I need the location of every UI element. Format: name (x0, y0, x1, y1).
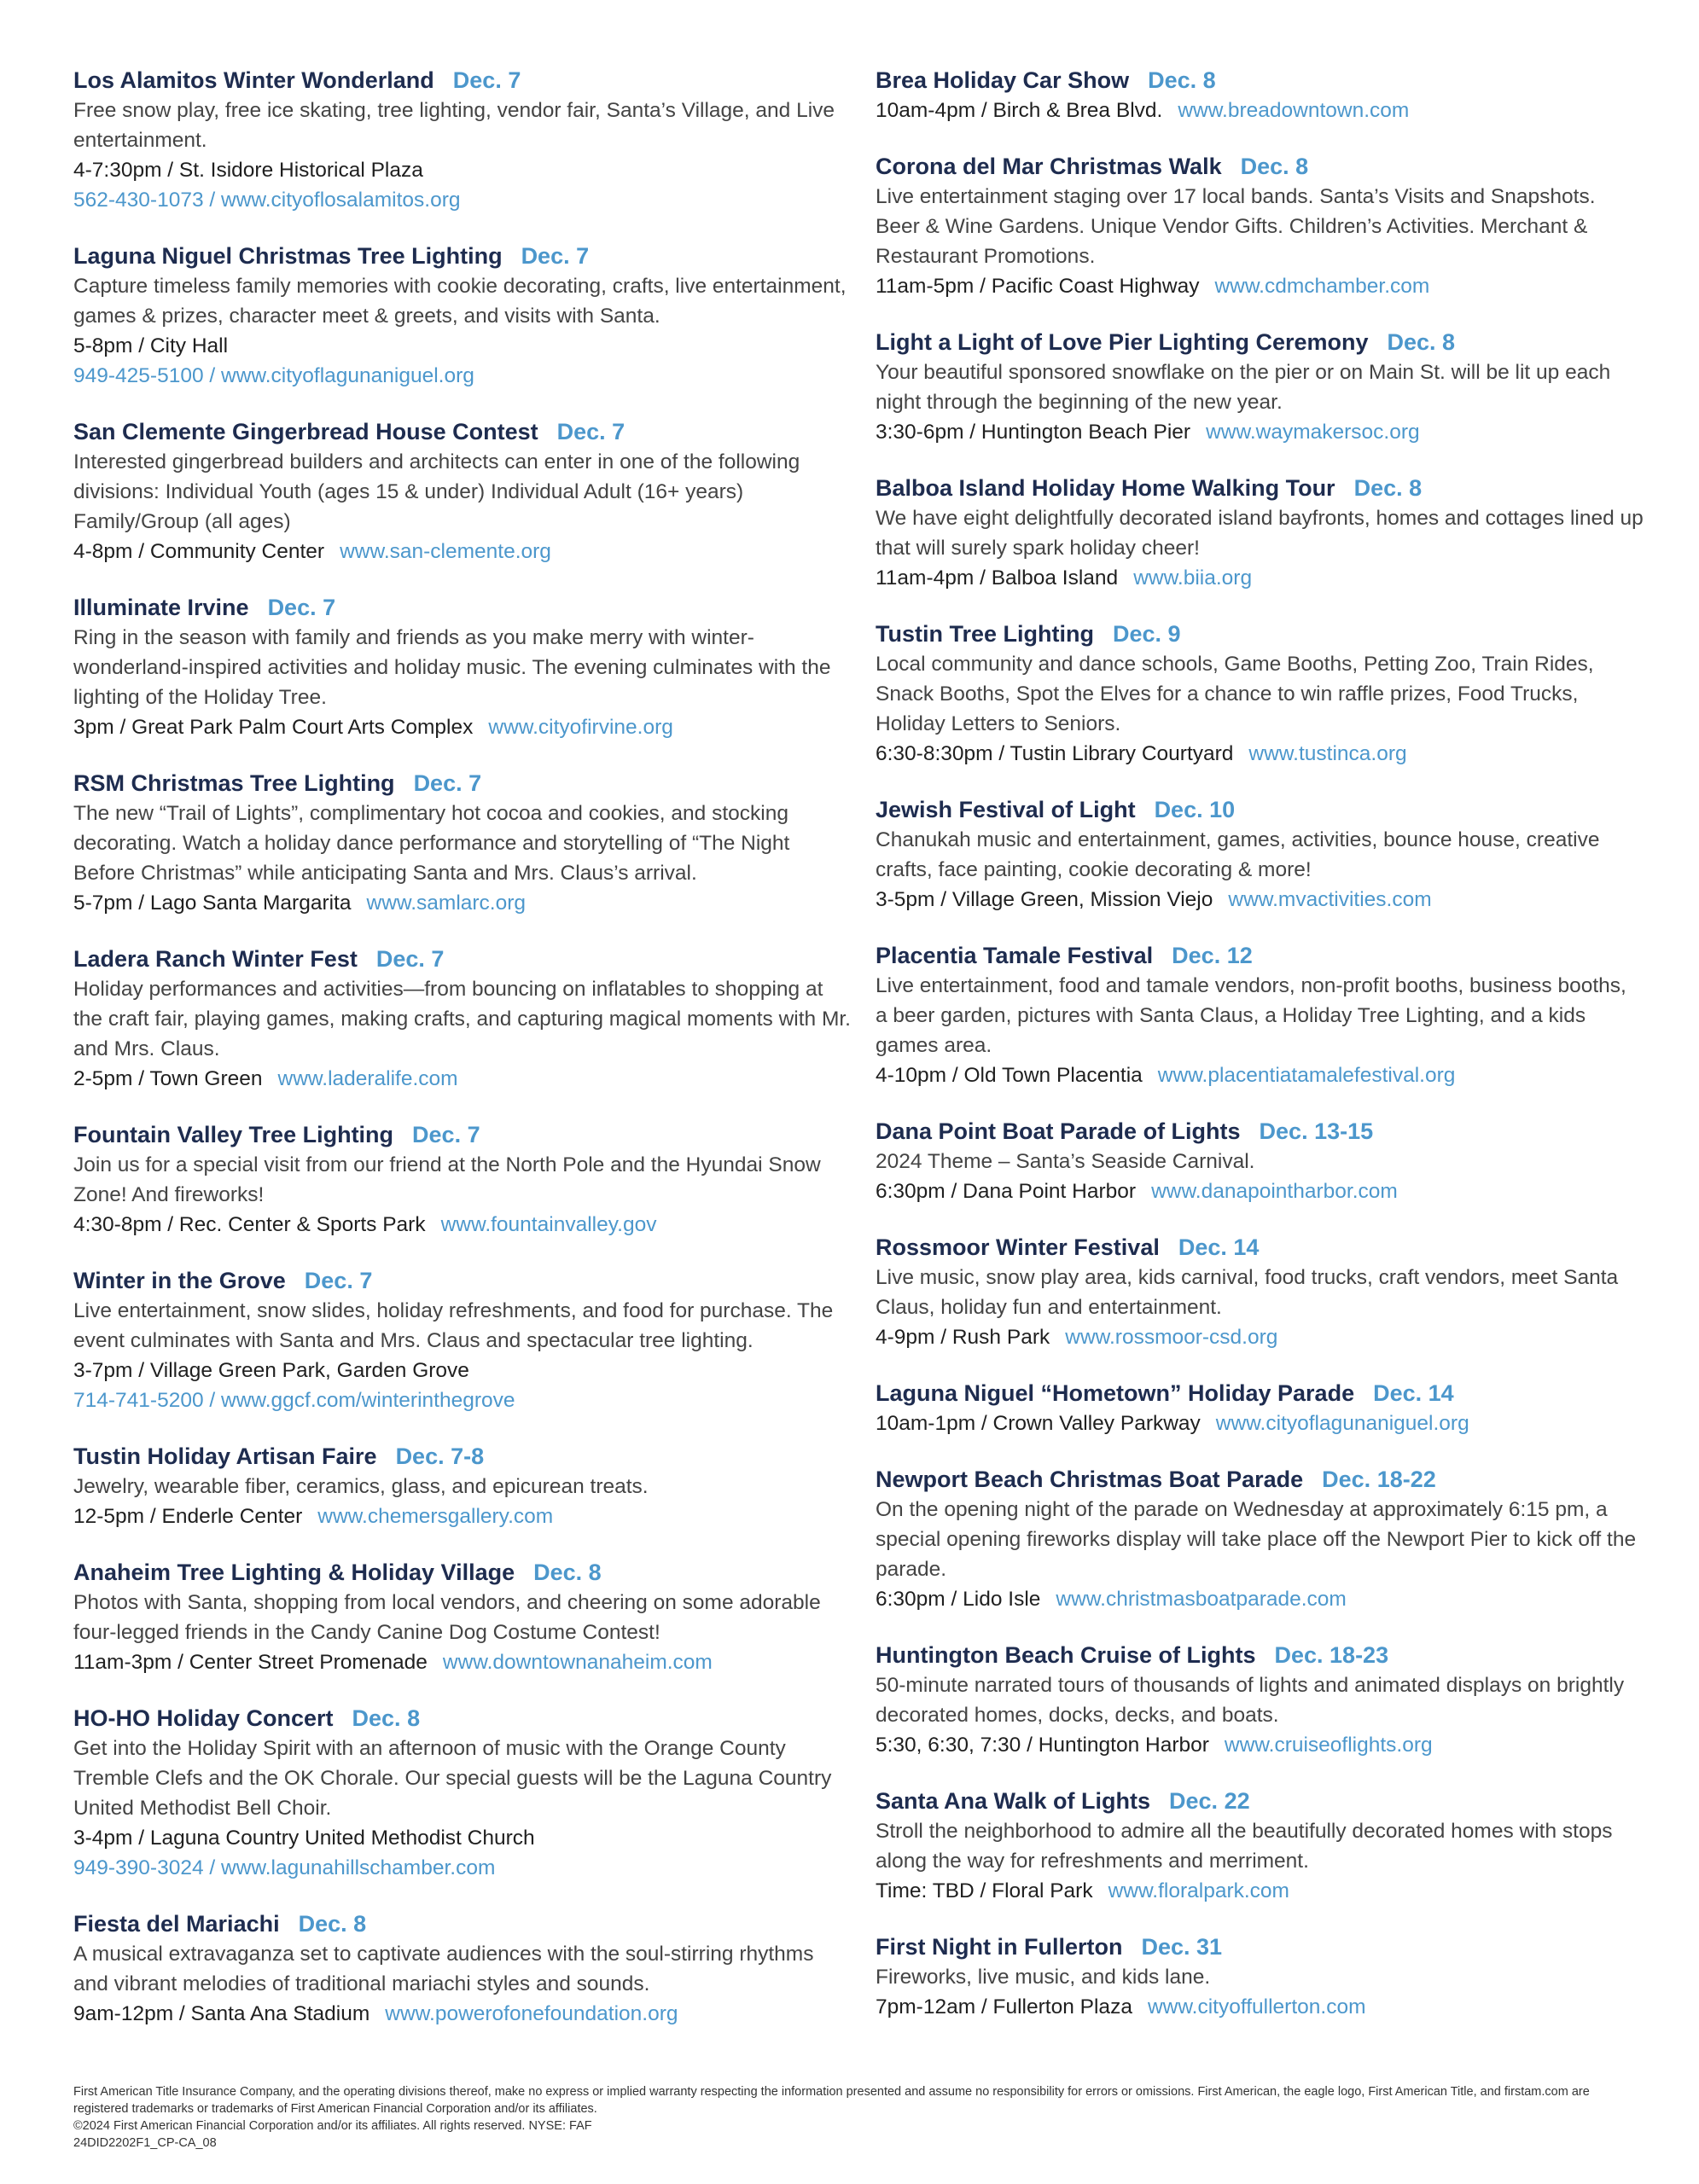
event-block (73, 241, 852, 391)
event-date: Dec. 8 (298, 1911, 367, 1937)
event-link[interactable]: www.chemersgallery.com (317, 1505, 554, 1528)
event-block (876, 473, 1644, 593)
event-title: Illuminate Irvine (73, 595, 249, 620)
event-description: Free snow play, free ice skating, tree lighting, vendor fair, Santa’s Village, and Live entertainment. (73, 99, 835, 152)
event-description: Stroll the neighborhood to admire all the beautifully decorated homes with stops along the way for refreshments and merriment. (876, 1820, 1613, 1873)
event-block (73, 1703, 852, 1883)
footer-code: 24DID2202F1_CP-CA_08 (73, 2136, 217, 2150)
event-link[interactable]: www.fountainvalley.gov (440, 1213, 657, 1236)
event-heading (73, 1908, 852, 1939)
event-time-location (73, 1999, 852, 2029)
event-link[interactable]: www.cityofirvine.org (488, 716, 673, 739)
event-heading (73, 1265, 852, 1296)
event-contact[interactable]: 949-425-5100 / www.cityoflagunaniguel.org (73, 364, 474, 387)
event-date: Dec. 8 (1148, 67, 1216, 93)
event-heading (876, 1464, 1644, 1495)
event-heading (73, 1119, 852, 1150)
event-date: Dec. 7 (413, 770, 482, 796)
event-when: 5-8pm / City Hall (73, 334, 229, 357)
event-date: Dec. 22 (1169, 1788, 1250, 1814)
event-when: 11am-3pm / Center Street Promenade (73, 1651, 428, 1674)
event-time-location (876, 1409, 1644, 1438)
event-contact[interactable]: 562-430-1073 / www.cityoflosalamitos.org (73, 189, 461, 212)
event-block (876, 1786, 1644, 1906)
event-title: Placentia Tamale Festival (876, 943, 1154, 968)
event-block (876, 151, 1644, 301)
event-heading (876, 473, 1644, 503)
event-description: Jewelry, wearable fiber, ceramics, glass, and epicurean treats. (73, 1475, 649, 1498)
event-heading (876, 65, 1644, 96)
event-description: Holiday performances and activities—from bouncing on inflatables to shopping at the craft fair, playing games, making crafts, and capturing magical moments with Mr. and Mrs. Claus. (73, 978, 851, 1060)
event-description: Your beautiful sponsored snowflake on the pier or on Main St. will be lit up each night through the beginning of the new year. (876, 361, 1611, 414)
event-time-location (876, 417, 1644, 447)
event-time-location (876, 1060, 1644, 1090)
event-when: 11am-5pm / Pacific Coast Highway (876, 275, 1200, 298)
event-title: Fiesta del Mariachi (73, 1911, 280, 1937)
event-link[interactable]: www.san-clemente.org (340, 540, 551, 563)
event-block (876, 940, 1644, 1090)
events-column-right (876, 65, 1644, 2048)
event-date: Dec. 7 (521, 243, 590, 269)
event-description: Interested gingerbread builders and architects can enter in one of the following divisions: Individual Youth (ages 15 & under) Individual Adult (16+ years) Family/Group (all ages) (73, 450, 800, 533)
event-link[interactable]: www.christmasboatparade.com (1056, 1588, 1347, 1611)
event-time-location (73, 1064, 852, 1094)
event-time-location (876, 739, 1644, 769)
event-description: Local community and dance schools, Game Booths, Petting Zoo, Train Rides, Snack Booths, Spot the Elves for a chance to win raffle prizes, Food Trucks, Holiday Letters to Seniors. (876, 653, 1594, 735)
event-title: Brea Holiday Car Show (876, 67, 1130, 93)
event-block (876, 794, 1644, 915)
event-when: 4:30-8pm / Rec. Center & Sports Park (73, 1213, 426, 1236)
event-date: Dec. 31 (1141, 1934, 1223, 1960)
event-date: Dec. 8 (1240, 154, 1309, 179)
event-link[interactable]: www.cityoflagunaniguel.org (1215, 1412, 1469, 1435)
event-description: Fireworks, live music, and kids lane. (876, 1966, 1211, 1989)
event-heading (876, 1786, 1644, 1816)
event-time-location (73, 155, 852, 185)
event-block (73, 1265, 852, 1415)
event-when: 5-7pm / Lago Santa Margarita (73, 892, 352, 915)
event-link[interactable]: www.biia.org (1133, 566, 1253, 590)
event-when: 3-4pm / Laguna Country United Methodist Church (73, 1827, 535, 1850)
event-block (876, 1232, 1644, 1352)
event-date: Dec. 8 (1387, 329, 1456, 355)
event-when: 4-10pm / Old Town Placentia (876, 1064, 1143, 1087)
event-time-location (73, 331, 852, 361)
event-when: 11am-4pm / Balboa Island (876, 566, 1119, 590)
event-title: Ladera Ranch Winter Fest (73, 946, 358, 972)
event-date: Dec. 7 (375, 946, 445, 972)
events-column-left (73, 65, 852, 2054)
event-link[interactable]: www.breadowntown.com (1178, 99, 1410, 122)
event-link[interactable]: www.cityoffullerton.com (1147, 1995, 1366, 2018)
event-time-location (876, 96, 1644, 125)
event-description: 50-minute narrated tours of thousands of lights and animated displays on brightly decorated homes, docks, decks, and boats. (876, 1674, 1625, 1727)
event-block (73, 65, 852, 215)
event-description: We have eight delightfully decorated island bayfronts, homes and cottages lined up that will surely spark holiday cheer! (876, 507, 1644, 560)
event-heading (876, 794, 1644, 825)
event-block (876, 1464, 1644, 1614)
event-title: San Clemente Gingerbread House Contest (73, 419, 538, 444)
event-heading (876, 151, 1644, 182)
event-time-location (73, 1210, 852, 1240)
event-block (73, 944, 852, 1094)
event-title: Dana Point Boat Parade of Lights (876, 1118, 1241, 1144)
event-block (73, 592, 852, 742)
event-title: Rossmoor Winter Festival (876, 1234, 1160, 1260)
event-title: Newport Beach Christmas Boat Parade (876, 1467, 1304, 1492)
event-title: Jewish Festival of Light (876, 797, 1136, 822)
event-link[interactable]: www.tustinca.org (1248, 742, 1407, 765)
event-date: Dec. 13-15 (1259, 1118, 1374, 1144)
event-title: Anaheim Tree Lighting & Holiday Village (73, 1560, 515, 1585)
event-date: Dec. 8 (533, 1560, 602, 1585)
event-time-location (876, 1730, 1644, 1760)
event-title: Huntington Beach Cruise of Lights (876, 1642, 1256, 1668)
event-title: Laguna Niguel Christmas Tree Lighting (73, 243, 503, 269)
event-time-location (876, 1322, 1644, 1352)
event-link[interactable]: www.powerofonefoundation.org (385, 2002, 678, 2025)
event-contact[interactable]: 949-390-3024 / www.lagunahillschamber.com (73, 1856, 496, 1879)
event-contact[interactable]: 714-741-5200 / www.ggcf.com/winterinthegrove (73, 1389, 515, 1412)
event-title: Tustin Tree Lighting (876, 621, 1094, 647)
event-description: A musical extravaganza set to captivate audiences with the soul-stirring rhythms and vibrant melodies of traditional mariachi styles and sounds. (73, 1943, 814, 1995)
event-when: 3pm / Great Park Palm Court Arts Complex (73, 716, 474, 739)
event-title: First Night in Fullerton (876, 1934, 1123, 1960)
event-date: Dec. 9 (1113, 621, 1181, 647)
event-description: Live entertainment, food and tamale vendors, non-profit booths, business booths, a beer garden, pictures with Santa Claus, a Holiday Tree Lighting, and a kids games area. (876, 974, 1626, 1057)
event-when: 9am-12pm / Santa Ana Stadium (73, 2002, 370, 2025)
footer-copyright: ©2024 First American Financial Corporation and/or its affiliates. All rights reserved. NYSE: FAF (73, 2119, 592, 2133)
event-heading (73, 65, 852, 96)
event-link[interactable]: www.rossmoor-csd.org (1065, 1326, 1278, 1349)
event-block (876, 1116, 1644, 1206)
event-when: 4-8pm / Community Center (73, 540, 325, 563)
event-time-location (876, 563, 1644, 593)
event-date: Dec. 7 (304, 1268, 373, 1293)
event-when: 12-5pm / Enderle Center (73, 1505, 303, 1528)
event-block (73, 1557, 852, 1677)
event-time-location (73, 888, 852, 918)
event-date: Dec. 10 (1154, 797, 1236, 822)
event-when: 3-7pm / Village Green Park, Garden Grove (73, 1359, 469, 1382)
event-time-location (876, 1176, 1644, 1206)
event-block (73, 768, 852, 918)
event-heading (73, 944, 852, 974)
event-date: Dec. 14 (1178, 1234, 1260, 1260)
event-description: Photos with Santa, shopping from local vendors, and cheering on some adorable four-legged friends in the Candy Canine Dog Costume Contest! (73, 1591, 821, 1644)
event-description: On the opening night of the parade on Wednesday at approximately 6:15 pm, a special opening fireworks display will take place off the Newport Pier to kick off the parade. (876, 1498, 1637, 1581)
event-description: Ring in the season with family and friends as you make merry with winter-wonderland-inspired activities and holiday music. The evening culminates with the lighting of the Holiday Tree. (73, 626, 831, 709)
event-date: Dec. 8 (352, 1705, 421, 1731)
event-when: 4-9pm / Rush Park (876, 1326, 1050, 1349)
event-description: 2024 Theme – Santa’s Seaside Carnival. (876, 1150, 1255, 1173)
event-description: Capture timeless family memories with cookie decorating, crafts, live entertainment, games & prizes, character meet & greets, and visits with Santa. (73, 275, 847, 328)
event-when: 3-5pm / Village Green, Mission Viejo (876, 888, 1213, 911)
event-heading (73, 1557, 852, 1588)
event-title: Laguna Niguel “Hometown” Holiday Parade (876, 1380, 1355, 1406)
event-link[interactable]: www.danapointharbor.com (1151, 1180, 1398, 1203)
event-title: Winter in the Grove (73, 1268, 286, 1293)
event-heading (73, 768, 852, 799)
event-title: Balboa Island Holiday Home Walking Tour (876, 475, 1335, 501)
event-time-location (73, 1356, 852, 1385)
event-link[interactable]: www.mvactivities.com (1228, 888, 1432, 911)
event-link[interactable]: www.samlarc.org (366, 892, 527, 915)
event-title: Santa Ana Walk of Lights (876, 1788, 1151, 1814)
event-heading (73, 592, 852, 623)
event-link[interactable]: www.laderalife.com (277, 1067, 458, 1090)
event-date: Dec. 7 (267, 595, 336, 620)
event-description: Live entertainment staging over 17 local bands. Santa’s Visits and Snapshots. Beer & Wine Gardens. Unique Vendor Gifts. Children’s Activities. Merchant & Restaurant Promotions. (876, 185, 1596, 268)
event-when: 2-5pm / Town Green (73, 1067, 263, 1090)
event-heading (876, 327, 1644, 357)
event-title: Tustin Holiday Artisan Faire (73, 1443, 377, 1469)
event-block (876, 1640, 1644, 1760)
event-when: 10am-4pm / Birch & Brea Blvd. (876, 99, 1163, 122)
event-link[interactable]: www.placentiatamalefestival.org (1157, 1064, 1456, 1087)
event-time-location (73, 1647, 852, 1677)
event-block (73, 1119, 852, 1240)
event-date: Dec. 14 (1373, 1380, 1454, 1406)
event-time-location (876, 271, 1644, 301)
event-link[interactable]: www.waymakersoc.org (1206, 421, 1420, 444)
event-block (876, 1931, 1644, 2022)
event-link[interactable]: www.cdmchamber.com (1214, 275, 1430, 298)
event-description: The new “Trail of Lights”, complimentary hot cocoa and cookies, and stocking decorating. Watch a holiday dance performance and storytelling of “The Night Before Christmas” while anticipating Santa and Mrs. Claus’s arrival. (73, 802, 790, 885)
event-description: Live music, snow play area, kids carnival, food trucks, craft vendors, meet Santa Claus, holiday fun and entertainment. (876, 1266, 1619, 1319)
event-description: Join us for a special visit from our friend at the North Pole and the Hyundai Snow Zone! And fireworks! (73, 1153, 821, 1206)
event-date: Dec. 7 (556, 419, 625, 444)
event-link[interactable]: www.cruiseoflights.org (1224, 1734, 1433, 1757)
event-description: Get into the Holiday Spirit with an afternoon of music with the Orange County Tremble Clefs and the OK Chorale. Our special guests will be the Laguna Country United Methodist Bell Choir. (73, 1737, 832, 1820)
event-block (876, 65, 1644, 125)
event-title: Los Alamitos Winter Wonderland (73, 67, 434, 93)
event-heading (876, 1378, 1644, 1409)
event-block (876, 619, 1644, 769)
event-date: Dec. 8 (1353, 475, 1423, 501)
event-title: Corona del Mar Christmas Walk (876, 154, 1222, 179)
event-when: 6:30-8:30pm / Tustin Library Courtyard (876, 742, 1234, 765)
event-date: Dec. 18-22 (1322, 1467, 1436, 1492)
event-title: Fountain Valley Tree Lighting (73, 1122, 394, 1147)
event-time-location (73, 537, 852, 566)
event-time-location (876, 1584, 1644, 1614)
event-time-location (73, 1823, 852, 1853)
event-date: Dec. 7 (412, 1122, 480, 1147)
event-block (73, 1908, 852, 2029)
event-when: 3:30-6pm / Huntington Beach Pier (876, 421, 1191, 444)
event-heading (876, 619, 1644, 649)
footer-disclaimer: First American Title Insurance Company, and the operating divisions thereof, make no express or implied warranty respecting the information presented and assume no responsibility for errors or omissions. First American, the eagle logo, First American Title, and firstam.com are registered trademarks or trademarks of First American Financial Corporation and/or its affiliates. (73, 2085, 1590, 2116)
event-heading (876, 1640, 1644, 1670)
event-heading (73, 416, 852, 447)
event-when: 6:30pm / Dana Point Harbor (876, 1180, 1137, 1203)
event-when: 4-7:30pm / St. Isidore Historical Plaza (73, 159, 423, 182)
event-date: Dec. 7 (452, 67, 521, 93)
event-when: 7pm-12am / Fullerton Plaza (876, 1995, 1132, 2018)
event-time-location (876, 885, 1644, 915)
event-time-location (876, 1992, 1644, 2022)
event-date: Dec. 12 (1172, 943, 1253, 968)
event-heading (876, 940, 1644, 971)
event-block (73, 416, 852, 566)
event-link[interactable]: www.downtownanaheim.com (442, 1651, 713, 1674)
event-description: Live entertainment, snow slides, holiday refreshments, and food for purchase. The event culminates with Santa and Mrs. Claus and spectacular tree lighting. (73, 1299, 834, 1352)
event-title: RSM Christmas Tree Lighting (73, 770, 395, 796)
event-when: Time: TBD / Floral Park (876, 1879, 1093, 1902)
event-date: Dec. 7-8 (395, 1443, 485, 1469)
event-title: HO-HO Holiday Concert (73, 1705, 334, 1731)
event-heading (876, 1116, 1644, 1147)
event-time-location (73, 1502, 852, 1531)
event-when: 5:30, 6:30, 7:30 / Huntington Harbor (876, 1734, 1209, 1757)
event-heading (876, 1232, 1644, 1263)
footer (73, 2083, 1635, 2152)
event-heading (73, 1703, 852, 1734)
event-block (876, 1378, 1644, 1438)
event-time-location (876, 1876, 1644, 1906)
event-heading (876, 1931, 1644, 1962)
event-description: Chanukah music and entertainment, games, activities, bounce house, creative crafts, face painting, cookie decorating & more! (876, 828, 1600, 881)
event-heading (73, 241, 852, 271)
event-block (876, 327, 1644, 447)
event-link[interactable]: www.floralpark.com (1108, 1879, 1289, 1902)
event-time-location (73, 712, 852, 742)
event-when: 10am-1pm / Crown Valley Parkway (876, 1412, 1201, 1435)
event-block (73, 1441, 852, 1531)
event-when: 6:30pm / Lido Isle (876, 1588, 1041, 1611)
event-heading (73, 1441, 852, 1472)
event-date: Dec. 18-23 (1274, 1642, 1389, 1668)
event-title: Light a Light of Love Pier Lighting Ceremony (876, 329, 1369, 355)
